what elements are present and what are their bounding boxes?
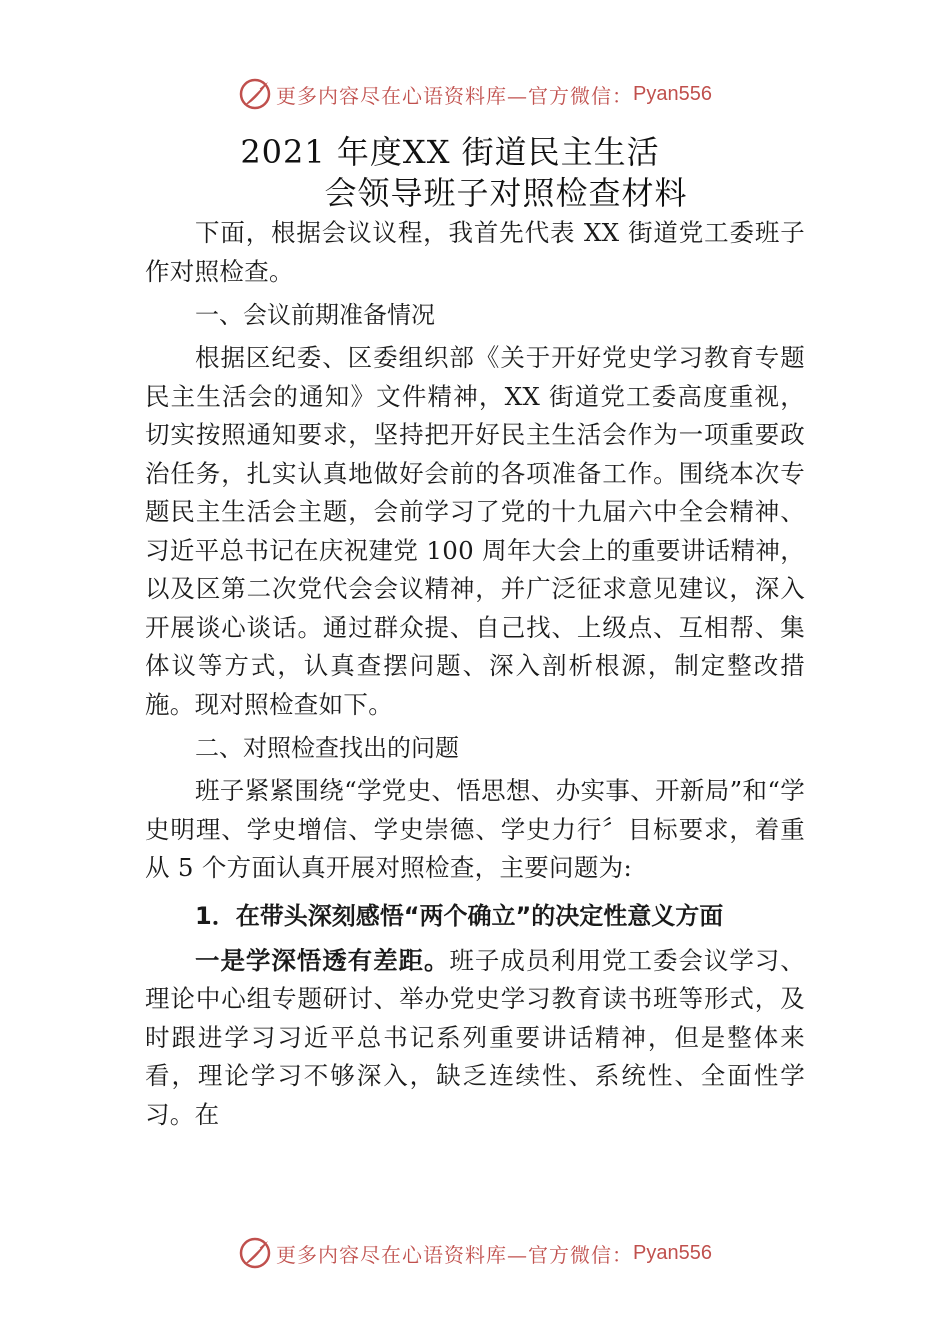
section-1-paragraph: 根据区纪委、区委组织部《关于开好党史学习教育专题民主生活会的通知》文件精神，XX 街道党工委高度重视，切实按照通知要求，坚持把开好民主生活会作为一项重要政治任务，扎实认真地做好会前的各项准备工作。围绕本次专题民主生活会主题，会前学习了党的十九届六中全会精神、习近平总书记在庆祝建党 100 周年大会上的重要讲话精神，以及区第二次党代会会议精神，并广泛征求意见建议，深入开展谈心谈话。通过群众提、自己找、上级点、互相帮、集体议等方式，认真查摆问题、深入剖析根源，制定整改措施。现对照检查如下。 [145, 343, 805, 719]
subsection-1-lead: 一是学深悟透有差距。 [195, 945, 450, 975]
section-2-paragraph: 班子紧紧围绕“学党史、悟思想、办实事、开新局”和“学史明理、学史增信、学史崇德、学史力行〞目标要求，着重从 5 个方面认真开展对照检查，主要问题为: [145, 776, 805, 882]
watermark-account: Pyan556 [633, 82, 712, 105]
quill-logo-icon [238, 77, 272, 111]
watermark-text: 更多内容尽在心语资料库—官方微信： [276, 1242, 634, 1267]
watermark-banner-top [0, 74, 950, 114]
subsection-1-heading: 1．在带头深刻感悟“两个确立”的决定性意义方面 [195, 901, 724, 930]
watermark-text: 更多内容尽在心语资料库—官方微信： [276, 83, 634, 108]
document-title-line-1: 2021 年度XX 街道民主生活 [240, 133, 660, 171]
section-2-heading: 二、对照检查找出的问题 [195, 734, 459, 762]
watermark-account: Pyan556 [633, 1241, 712, 1264]
subsection-1-body: 班子成员利用党工委会议学习、理论中心组专题研讨、举办党史学习教育读书班等形式，及时跟进学习习近平总书记系列重要讲话精神，但是整体来看，理论学习不够深入，缺乏连续性、系统性、全面性学习。在 [145, 945, 805, 1129]
section-1-heading: 一、会议前期准备情况 [195, 301, 435, 329]
document-title-line-2: 会领导班子对照检查材料 [324, 174, 688, 212]
quill-logo-icon [238, 1236, 272, 1270]
subsection-1-paragraph [145, 942, 805, 1135]
document-body [145, 214, 805, 1134]
watermark-banner-bottom [0, 1233, 950, 1273]
intro-paragraph: 下面，根据会议议程，我首先代表 XX 街道党工委班子作对照检查。 [145, 218, 805, 286]
